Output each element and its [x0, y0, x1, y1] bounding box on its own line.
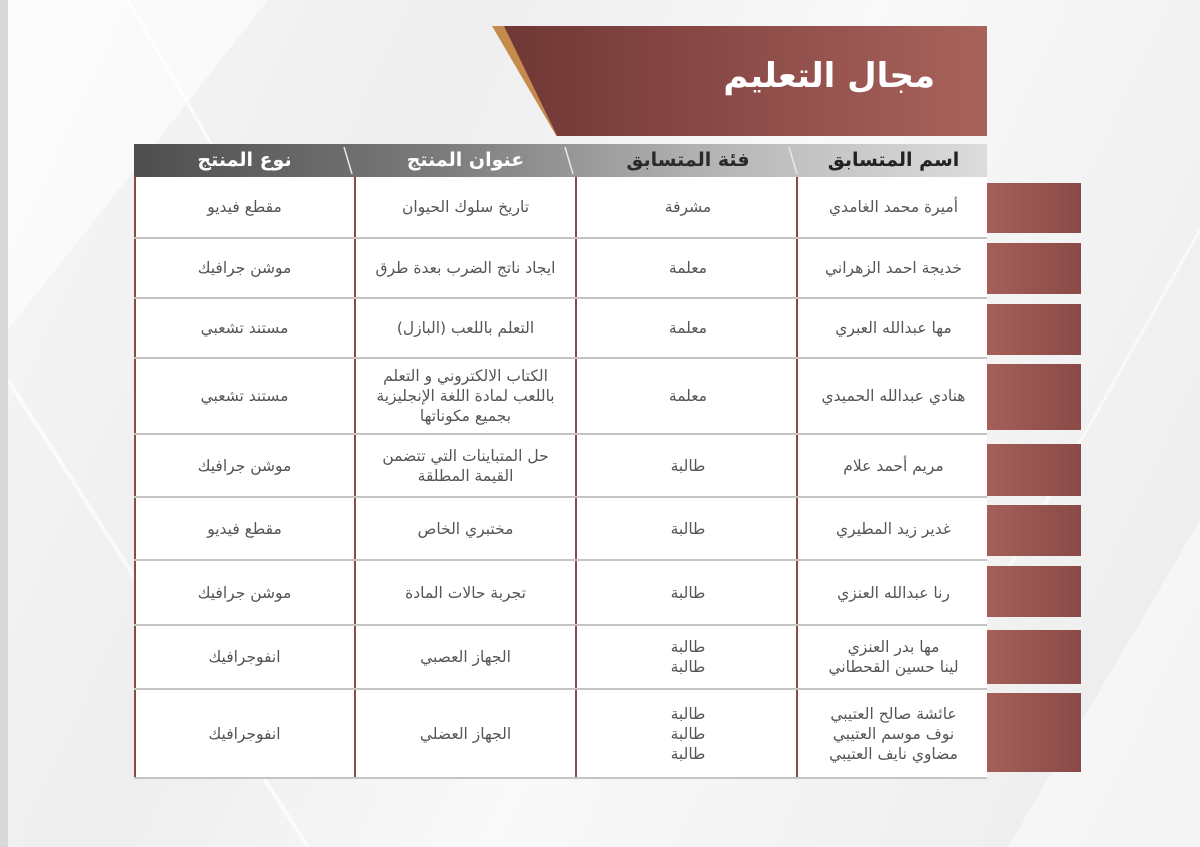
column-divider	[796, 498, 798, 559]
page-edge	[0, 0, 8, 847]
column-divider	[575, 561, 577, 624]
column-divider	[575, 498, 577, 559]
cell-category: معلمة	[668, 387, 708, 405]
column-divider	[796, 299, 798, 357]
column-divider	[796, 435, 798, 496]
cell-category: طالبة	[670, 583, 706, 602]
row-marker-bar	[987, 364, 1081, 430]
cell-name: مها بدر العنزي لينا حسين القحطاني	[828, 638, 959, 676]
table-row	[134, 435, 987, 498]
column-divider	[796, 239, 798, 297]
row-marker-bar	[987, 183, 1081, 233]
column-divider	[354, 626, 356, 688]
cell-category: معلمة	[668, 319, 708, 337]
cell-product-title: مختبري الخاص	[417, 519, 514, 538]
header-separator	[343, 144, 353, 177]
cell-product-title: حل المتباينات التي تتضمن القيمة المطلقة	[382, 446, 549, 485]
column-divider	[575, 359, 577, 433]
row-marker-bar	[987, 304, 1081, 355]
row-marker-bar	[987, 243, 1081, 294]
table-row	[134, 626, 987, 690]
cell-name: غدير زيد المطيري	[836, 519, 951, 538]
column-divider	[354, 239, 356, 297]
cell-product-title: تجربة حالات المادة	[405, 583, 526, 602]
header-separator	[564, 144, 574, 177]
column-divider	[575, 177, 577, 237]
cell-product-title: ايجاد ناتج الضرب بعدة طرق	[375, 259, 556, 277]
column-divider	[354, 498, 356, 559]
row-marker-bar	[987, 693, 1081, 772]
cell-category: معلمة	[668, 259, 708, 277]
table-row	[134, 177, 987, 239]
table-row	[134, 239, 987, 299]
table-row	[134, 561, 987, 626]
header-name: اسم المتسابق	[827, 149, 960, 171]
cell-product-title: تاريخ سلوك الحيوان	[402, 198, 530, 216]
table-row	[134, 299, 987, 359]
column-divider	[354, 690, 356, 777]
cell-product-type: مستند تشعبي	[200, 319, 289, 337]
row-marker-bar	[987, 630, 1081, 684]
column-divider	[796, 359, 798, 433]
cell-product-type: موشن جرافيك	[197, 583, 292, 602]
cell-category: طالبة طالبة طالبة	[670, 704, 706, 763]
contestants-table	[134, 177, 987, 779]
header-product-type: نوع المنتج	[197, 149, 292, 171]
column-divider	[796, 626, 798, 688]
table-row	[134, 359, 987, 435]
column-divider	[134, 359, 136, 433]
cell-product-type: مقطع فيديو	[207, 198, 282, 216]
column-divider	[354, 299, 356, 357]
column-divider	[575, 239, 577, 297]
cell-product-title: الكتاب الالكتروني و التعلم باللعب لمادة اللغة الإنجليزية بجميع مكوناتها	[376, 367, 555, 425]
column-divider	[134, 561, 136, 624]
column-divider	[354, 177, 356, 237]
row-marker-bar	[987, 444, 1081, 496]
column-divider	[575, 435, 577, 496]
column-divider	[575, 299, 577, 357]
table-row	[134, 498, 987, 561]
cell-name: رنا عبدالله العنزي	[837, 583, 950, 602]
column-divider	[134, 239, 136, 297]
column-divider	[796, 561, 798, 624]
column-divider	[134, 435, 136, 496]
column-divider	[354, 561, 356, 624]
column-divider	[134, 299, 136, 357]
cell-product-type: موشن جرافيك	[197, 456, 292, 475]
cell-name: مريم أحمد علام	[843, 456, 944, 475]
cell-name: مها عبدالله العبري	[835, 319, 952, 337]
cell-category: طالبة	[670, 456, 706, 475]
cell-name: أميرة محمد الغامدي	[828, 198, 959, 216]
cell-product-title: التعلم باللعب (البازل)	[396, 319, 535, 337]
column-divider	[796, 690, 798, 777]
header-category: فئة المتسابق	[626, 149, 750, 171]
column-divider	[134, 498, 136, 559]
cell-product-type: موشن جرافيك	[197, 259, 292, 277]
column-divider	[134, 690, 136, 777]
cell-product-title: الجهاز العضلي	[419, 724, 512, 743]
cell-category: مشرفة	[664, 198, 712, 216]
page-title: مجال التعليم	[723, 56, 935, 96]
cell-product-type: انفوجرافيك	[208, 648, 281, 666]
header-separator	[788, 144, 798, 177]
title-banner	[492, 26, 987, 136]
table-header	[134, 144, 987, 177]
row-marker-bar	[987, 505, 1081, 556]
row-marker-bar	[987, 566, 1081, 617]
column-divider	[134, 626, 136, 688]
column-divider	[354, 359, 356, 433]
cell-name: خديجة احمد الزهراني	[824, 259, 963, 277]
column-divider	[575, 626, 577, 688]
cell-product-type: انفوجرافيك	[208, 724, 281, 743]
cell-product-type: مقطع فيديو	[207, 519, 282, 538]
cell-name: عائشة صالح العتيبي نوف موسم العتيبي مضاوي نايف العتيبي	[829, 704, 958, 763]
column-divider	[575, 690, 577, 777]
column-divider	[354, 435, 356, 496]
column-divider	[134, 177, 136, 237]
table-row	[134, 690, 987, 779]
cell-product-type: مستند تشعبي	[200, 387, 289, 405]
header-product-title: عنوان المنتج	[406, 149, 525, 171]
cell-product-title: الجهاز العصبي	[420, 648, 511, 666]
cell-name: هنادي عبدالله الحميدي	[821, 387, 966, 405]
cell-category: طالبة	[670, 519, 706, 538]
cell-category: طالبة طالبة	[670, 638, 706, 676]
column-divider	[796, 177, 798, 237]
